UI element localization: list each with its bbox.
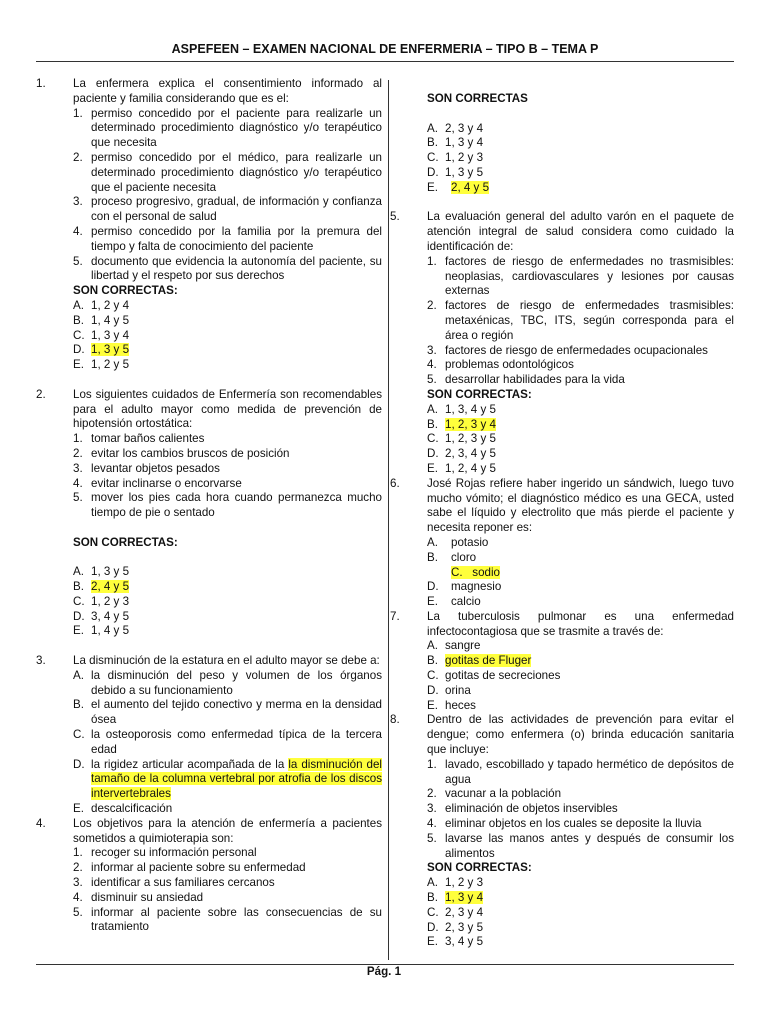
answer-option: B. 1, 4 y 5	[73, 313, 130, 327]
question-stem: La enfermera explica el consentimiento informado al paciente y familia considerando que es el:	[73, 77, 382, 105]
answer-option: C. gotitas de secreciones	[427, 669, 561, 683]
answer-option: C. 1, 2 y 3	[427, 151, 484, 165]
answer-option: A. 1, 2 y 3	[427, 876, 484, 890]
answer-option-correct: B. gotitas de Fluger	[427, 654, 532, 668]
statement-item: 5. mover los pies cada hora cuando permanezca mucho tiempo de pie o sentado	[73, 491, 382, 520]
answer-option: C. 1, 3 y 4	[73, 328, 130, 342]
statement-item: 1. permiso concedido por el paciente para realizarle un determinado procedimiento diagnóstico y/o terapéutico que necesita	[73, 106, 382, 150]
son-correctas-label: SON CORRECTAS:	[73, 284, 178, 298]
answer-option: D. 2, 3, 4 y 5	[427, 447, 496, 461]
question-number: 3.	[36, 654, 46, 668]
answer-option: E. 1, 4 y 5	[73, 624, 130, 638]
answer-option: C. 2, 3 y 4	[427, 905, 484, 919]
question-number: 1.	[36, 77, 46, 90]
son-correctas-label: SON CORRECTAS	[427, 92, 528, 105]
answer-option-correct: D. 1, 3 y 5	[73, 343, 130, 357]
answer-option: A. 1, 2 y 4	[73, 298, 130, 312]
answer-option: A. potasio	[427, 535, 489, 549]
question-number: 2.	[36, 387, 46, 401]
son-correctas-label: SON CORRECTAS:	[427, 387, 532, 401]
statement-item: 2. vacunar a la población	[427, 787, 562, 801]
question-5	[390, 210, 734, 476]
answer-option: E. calcio	[427, 595, 481, 609]
question-number: 8.	[390, 713, 400, 727]
question-8	[390, 713, 734, 950]
answer-option: E. heces	[427, 698, 476, 712]
answer-option: D. orina	[427, 683, 471, 697]
question-2	[36, 388, 382, 640]
answer-option: A. 2, 3 y 4	[427, 121, 484, 135]
page-number: Pág. 1	[366, 965, 402, 978]
question-number: 5.	[390, 210, 400, 224]
statement-item: 2. permiso concedido por el médico, para realizarle un determinado procedimiento diagnóstico y/o terapéutico que el paciente necesita	[73, 150, 382, 194]
answer-option: D. magnesio	[427, 580, 502, 594]
answer-option-correct: B. 2, 4 y 5	[73, 580, 130, 594]
left-column	[36, 77, 382, 935]
answer-option-correct: E. 2, 4 y 5	[427, 180, 490, 194]
statement-item: 3. levantar objetos pesados	[73, 461, 220, 475]
answer-option: B. 1, 3 y 4	[427, 136, 484, 150]
answer-option: C. la osteoporosis como enfermedad típica de la tercera edad	[73, 728, 382, 756]
answer-option: E. 3, 4 y 5	[427, 935, 484, 949]
statement-item: 2. informar al paciente sobre su enfermedad	[73, 861, 306, 875]
statement-item: 5. lavarse las manos antes y después de consumir los alimentos	[427, 831, 734, 860]
question-stem: Los objetivos para la atención de enfermería a pacientes sometidos a quimioterapia son:	[73, 816, 382, 845]
answer-option-correct: D. la rigidez articular acompañada de la la disminución del tamaño de la columna vertebral por atrofia de los discos intervertebrales	[73, 757, 382, 801]
statement-item: 4. disminuir su ansiedad	[73, 890, 204, 904]
statement-item: 3. identificar a sus familiares cercanos	[73, 876, 275, 890]
highlighted-answer-text: la disminución del tamaño de la columna vertebral por atrofia de los discos intervertebrales	[91, 757, 382, 801]
statement-item: 4. permiso concedido por la familia por la premura del tiempo y falta de conocimiento del paciente	[73, 224, 382, 253]
answer-option: E. descalcificación	[73, 802, 173, 816]
statement-item: 1. lavado, escobillado y tapado hermético de depósitos de agua	[427, 757, 734, 786]
statement-item: 2. factores de riesgo de enfermedades trasmisibles: metaxénicas, TBC, ITS, según corresponda para el área o región	[427, 299, 734, 342]
answer-option: D. 2, 3 y 5	[427, 920, 484, 934]
answer-option-correct: B. 1, 2, 3 y 4	[427, 417, 496, 431]
question-number: 7.	[390, 609, 400, 623]
statement-item: 4. eliminar objetos en los cuales se deposite la lluvia	[427, 817, 702, 831]
question-stem: La disminución de la estatura en el adulto mayor se debe a:	[73, 654, 380, 668]
answer-option: D. 1, 3 y 5	[427, 165, 484, 179]
question-4	[36, 817, 382, 935]
answer-option: A. la disminución del peso y volumen de los órganos debido a su funcionamiento	[73, 668, 382, 697]
son-correctas-label: SON CORRECTAS:	[73, 535, 178, 549]
answer-option: A. sangre	[427, 639, 481, 653]
exam-header-title: ASPEFEEN – EXAMEN NACIONAL DE ENFERMERIA – TIPO B – TEMA P	[171, 42, 599, 56]
answer-option: A. 1, 3 y 5	[73, 565, 130, 579]
answer-option: B. cloro	[427, 550, 477, 564]
statement-item: 3. proceso progresivo, gradual, de información y confianza con el personal de salud	[73, 195, 382, 224]
statement-item: 1. tomar baños calientes	[73, 432, 205, 446]
question-stem: José Rojas refiere haber ingerido un sándwich, luego tuvo mucho vómito; el diagnóstico médico es una GECA, usted sabe el líquido y electrolito que más pierde el paciente y necesita reponer es:	[427, 476, 734, 535]
answer-option-correct: B. 1, 3 y 4	[427, 891, 484, 905]
statement-item: 3. factores de riesgo de enfermedades ocupacionales	[427, 343, 708, 357]
answer-option: D. 3, 4 y 5	[73, 609, 130, 623]
answer-option: E. 1, 2 y 5	[73, 358, 130, 372]
column-divider	[388, 80, 389, 960]
question-stem: Los siguientes cuidados de Enfermería son recomendables para el adulto mayor como medida de prevención de hipotensión ortostática:	[73, 387, 382, 431]
statement-item: 1. recoger su información personal	[73, 846, 257, 860]
statement-item: 5. informar al paciente sobre las consecuencias de su tratamiento	[73, 905, 382, 934]
answer-option: A. 1, 3, 4 y 5	[427, 402, 496, 416]
question-stem: Dentro de las actividades de prevención para evitar el dengue; como enfermera (o) brinda educación sanitaria que incluye:	[427, 713, 734, 757]
answer-option-correct: C. sodio	[451, 565, 500, 579]
answer-option: C. 1, 2, 3 y 5	[427, 432, 496, 446]
statement-item: 2. evitar los cambios bruscos de posición	[73, 446, 290, 460]
question-3	[36, 654, 382, 817]
right-column	[390, 77, 734, 950]
question-4-continued	[390, 92, 734, 196]
statement-item: 4. evitar inclinarse o encorvarse	[73, 476, 242, 490]
question-number: 6.	[390, 476, 400, 490]
statement-item: 5. documento que evidencia la autonomía del paciente, su libertad y el respeto por sus derechos	[73, 254, 382, 283]
answer-option: C. 1, 2 y 3	[73, 594, 130, 608]
question-6	[390, 477, 734, 610]
son-correctas-label: SON CORRECTAS:	[427, 861, 532, 875]
statement-item: 4. problemas odontológicos	[427, 358, 574, 372]
statement-item: 3. eliminación de objetos inservibles	[427, 802, 618, 816]
question-7	[390, 610, 734, 714]
answer-option: B. el aumento del tejido conectivo y merma en la densidad ósea	[73, 698, 382, 727]
question-stem: La evaluación general del adulto varón en el paquete de atención integral de salud considera como cuidado la identificación de:	[427, 210, 734, 253]
question-number: 4.	[36, 816, 46, 830]
question-1	[36, 77, 382, 373]
statement-item: 1. factores de riesgo de enfermedades no trasmisibles: neoplasias, cardiovasculares y lesiones por causas externas	[427, 254, 734, 298]
header-divider	[36, 61, 734, 62]
statement-item: 5. desarrollar habilidades para la vida	[427, 373, 625, 387]
question-stem: La tuberculosis pulmonar es una enfermedad infectocontagiosa que se trasmite a través de:	[427, 609, 734, 638]
answer-option: E. 1, 2, 4 y 5	[427, 461, 496, 475]
